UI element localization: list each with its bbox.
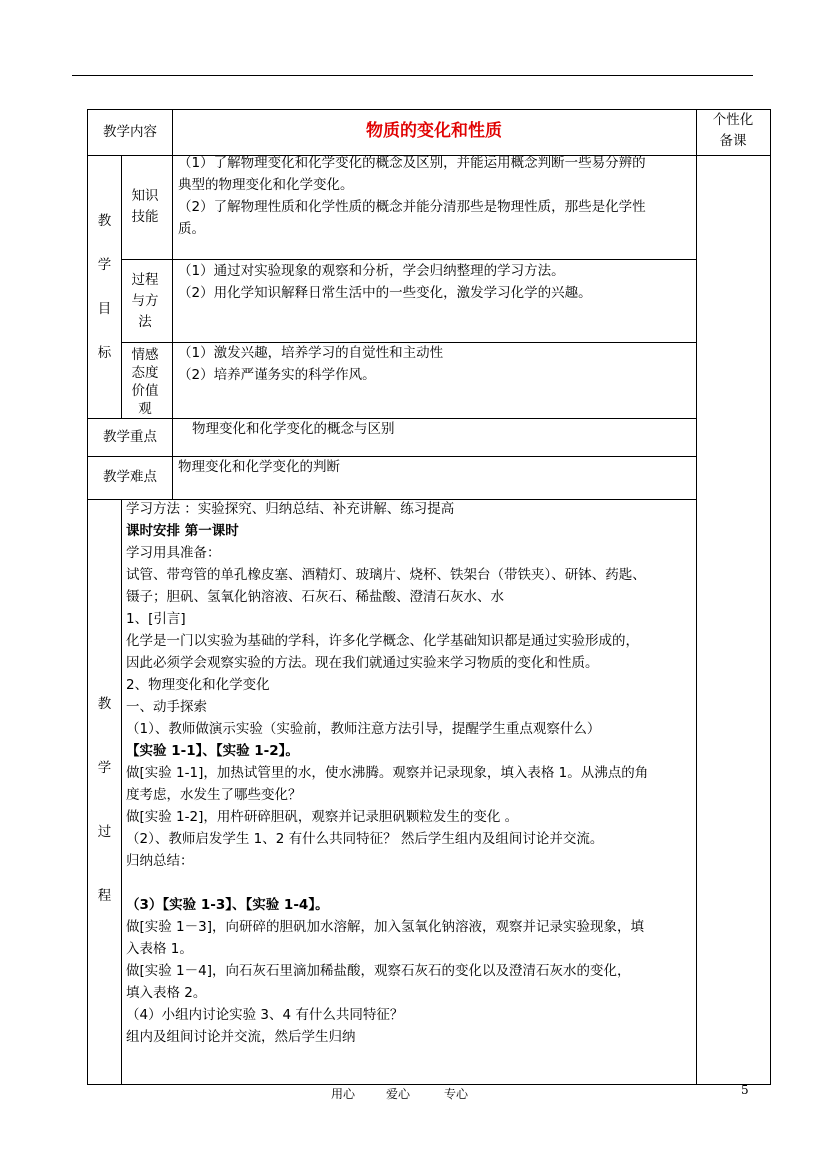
goals-char: 标 (97, 345, 112, 361)
col-divider-process (121, 499, 122, 1084)
process-content: 学习方法 ：实验探究、归纳总结、补充讲解、练习提高 课时安排 第一课时 学习用具准备： 试管、带弯管的单孔橡皮塞、酒精灯、玻璃片、烧杯、铁架台（带铁夹）、研钵、药匙、 镊子；胆矾、氢氧化钠溶液、石灰石、稀盐酸、澄清石灰水、水 1、[引言] 化学是一门以实验为基础的学科，许多化学概念、化学基础知识都是通过实验形成的， 因此必须学会观察实验的方法。现在我们就通过实验来学习物质的变化和性质。 2、物理变化和化学变化 一、动手探索 （1）、教师做演示实验（实验前，教师注意方法引导，提醒学生重点观察什么） 【实验 1-1】、【实验 1-2】。 做[实验 1-1]，加热试管里的水，使水沸腾。观察并记录现象，填入表格 1。从沸点的角 度考虑，水发生了哪些变化？ 做[实验 1-2]，用杵研碎胆矾，观察并记录胆矾颗粒发生的变化 。 （2）、教师启发学生 1、2 有什么共同特征？ 然后学生组内及组间讨论并交流。 归纳总结： （3）【实验 1-3】、【实验 1-4】。 做[实验 1－3]，向研碎的胆矾加水溶解，加入氢氧化钠溶液，观察并记录实验现象，填 入表格 1。 做[实验 1－4]，向石灰石里滴加稀盐酸，观察石灰石的变化以及澄清石灰水的变化， 填入表格 2。 （4）小组内讨论实验 3、4 有什么共同特征？ 组内及组间讨论并交流，然后学生归纳 (126, 501, 649, 1045)
process-char: 学 (97, 760, 112, 776)
goals-vertical-label (88, 199, 121, 375)
goals-char: 学 (97, 257, 112, 273)
goal-label-knowledge: 知识技能 (131, 188, 159, 225)
col-divider-goals (121, 155, 122, 418)
process-char: 教 (97, 696, 112, 712)
goal-text-knowledge: （1）了解物理变化和化学变化的概念及区别，并能运用概念判断一些易分辨的 典型的物理变化和化学变化。 （2）了解物理性质和化学性质的概念并能分清那些是物理性质，那些是化学性 质。 (178, 155, 646, 237)
footer-motto-2: 爱心 (386, 1087, 411, 1101)
label-teaching-content: 教学内容 (103, 124, 157, 140)
goal-label-attitude: 情感态度价值观 (131, 347, 159, 417)
page-number: 5 (741, 1083, 749, 1097)
lesson-title: 物质的变化和性质 (366, 121, 502, 141)
process-vertical-label (88, 672, 121, 928)
process-char: 程 (97, 888, 112, 904)
col-divider-personal (696, 110, 697, 1084)
lesson-plan-table (87, 109, 771, 1085)
label-difficulty: 教学难点 (103, 469, 157, 485)
goals-char: 教 (97, 213, 112, 229)
goal-text-process: （1）通过对实验现象的观察和分析，学会归纳整理的学习方法。 （2）用化学知识解释日常生活中的一些变化，激发学习化学的兴趣。 (178, 263, 592, 301)
process-char: 过 (97, 824, 112, 840)
difficulty-text: 物理变化和化学变化的判断 (178, 459, 340, 475)
goals-char: 目 (97, 301, 112, 317)
label-personal-prep: 个性化备课 (712, 112, 754, 149)
header-rule (72, 75, 753, 76)
footer-motto-3: 专心 (444, 1087, 469, 1101)
key-point-text: 物理变化和化学变化的概念与区别 (192, 421, 395, 437)
goal-text-attitude: （1）激发兴趣，培养学习的自觉性和主动性 （2）培养严谨务实的科学作风。 (178, 345, 444, 383)
footer-motto-1: 用心 (331, 1087, 356, 1101)
label-key-point: 教学重点 (103, 429, 157, 445)
col-divider-main (172, 110, 173, 499)
goal-label-process: 过程与方法 (131, 272, 159, 330)
